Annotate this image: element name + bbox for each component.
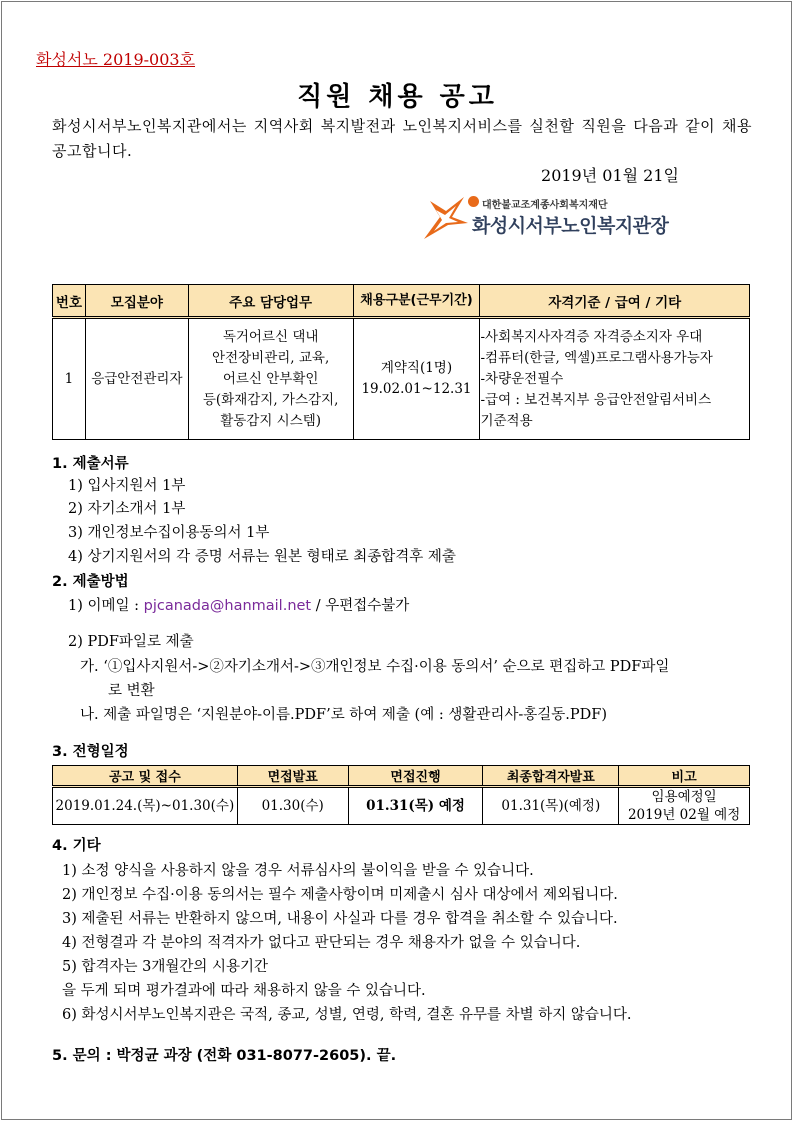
intro-paragraph: 화성시서부노인복지관에서는 지역사회 복지발전과 노인복지서비스를 실천할 직원을 다음과 같이 채용 공고합니다. xyxy=(52,117,752,160)
section-heading-other: 4. 기타 xyxy=(52,838,101,854)
header-field: 모집분야 xyxy=(85,285,188,318)
announcement-date: 2019년 01월 21일 xyxy=(541,166,679,185)
list-item: 을 두게 되며 평가결과에 따라 채용하지 않을 수 있습니다. xyxy=(62,983,426,999)
list-item: 1) 소정 양식을 사용하지 않을 경우 서류심사의 불이익을 받을 수 있습니다. xyxy=(62,863,534,879)
schedule-interview: 01.31(목) 예정 xyxy=(348,787,483,825)
schedule-table-header xyxy=(53,766,750,787)
table-row xyxy=(53,318,750,440)
list-item: 6) 화성시서부노인복지관은 국적, 종교, 성별, 연령, 학력, 결혼 유무를 차별 하지 않습니다. xyxy=(62,1007,632,1023)
recruitment-table-header xyxy=(53,285,750,318)
list-item: 가. ‘①입사지원서->②자기소개서->③개인정보 수집·이용 동의서’ 순으로 편집하고 PDF파일 xyxy=(80,659,670,675)
list-item: 5) 합격자는 3개월간의 시용기간 xyxy=(62,959,269,975)
duty-line: 활동감지 시스템) xyxy=(220,412,322,429)
header-type: 채용구분(근무기간) xyxy=(353,285,480,318)
row-field: 응급안전관리자 xyxy=(85,318,188,440)
list-item: 4) 상기지원서의 각 증명 서류는 원본 형태로 최종합격후 제출 xyxy=(68,549,456,565)
section-heading-documents: 1. 제출서류 xyxy=(52,456,129,472)
document-number: 화성서노 2019-003호 xyxy=(36,50,196,69)
criteria-line: 기준적용 xyxy=(480,412,533,429)
duty-line: 독거어르신 댁내 xyxy=(222,328,319,345)
contact-line: 5. 문의 : 박정균 과장 (전화 031-8077-2605). 끝. xyxy=(52,1048,397,1064)
logo-org-name: 화성시서부노인복지관장 xyxy=(472,215,669,237)
sunburst-logo-icon xyxy=(420,193,470,243)
list-item: 2) 자기소개서 1부 xyxy=(68,501,186,517)
recruitment-table xyxy=(52,284,750,440)
section-heading-method: 2. 제출방법 xyxy=(52,574,129,590)
list-item: 3) 제출된 서류는 반환하지 않으며, 내용이 사실과 다를 경우 합격을 취소할 수 있습니다. xyxy=(62,911,618,927)
list-item: 2) PDF파일로 제출 xyxy=(68,634,194,650)
header-criteria: 자격기준 / 급여 / 기타 xyxy=(480,285,750,318)
organization-logo xyxy=(420,193,690,243)
header-posting: 공고 및 접수 xyxy=(53,766,238,787)
header-interview-notice: 면접발표 xyxy=(237,766,348,787)
table-row xyxy=(53,787,750,825)
temple-mark-icon xyxy=(468,196,479,207)
header-duties: 주요 담당업무 xyxy=(188,285,353,318)
criteria-line: -컴퓨터(한글, 엑셀)프로그램사용가능자 xyxy=(480,349,713,366)
schedule-table xyxy=(52,765,750,825)
criteria-line: -사회복지사자격증 자격증소지자 우대 xyxy=(480,328,703,345)
row-duties xyxy=(188,318,353,440)
schedule-note xyxy=(619,787,750,825)
row-type xyxy=(353,318,480,440)
note-line: 2019년 02월 예정 xyxy=(627,807,741,823)
schedule-final-result: 01.31(목)(예정) xyxy=(483,787,619,825)
duty-line: 안전장비관리, 교육, xyxy=(212,349,330,366)
list-item: 4) 전형결과 각 분야의 적격자가 없다고 판단되는 경우 채용자가 없을 수 있습니다. xyxy=(62,935,581,951)
duty-line: 어르신 안부확인 xyxy=(222,370,319,387)
list-item: 3) 개인정보수집이용동의서 1부 xyxy=(68,525,270,541)
logo-parent-org: 대한불교조계종사회복지재단 xyxy=(482,200,608,211)
header-note: 비고 xyxy=(619,766,750,787)
header-interview: 면접진행 xyxy=(348,766,483,787)
header-final-result: 최종합격자발표 xyxy=(483,766,619,787)
row-no: 1 xyxy=(53,318,86,440)
email-suffix: / 우편접수불가 xyxy=(311,598,410,614)
email-line xyxy=(68,594,409,615)
row-criteria xyxy=(480,318,750,440)
note-line: 임용예정일 xyxy=(651,789,717,805)
section-heading-schedule: 3. 전형일정 xyxy=(52,744,129,760)
list-item: 로 변환 xyxy=(108,683,155,699)
employment-period: 19.02.01~12.31 xyxy=(361,381,472,397)
duty-line: 등(화재감지, 가스감지, xyxy=(202,391,339,408)
list-item: 2) 개인정보 수집·이용 동의서는 필수 제출사항이며 미제출시 심사 대상에서 제외됩니다. xyxy=(62,887,618,903)
schedule-posting: 2019.01.24.(목)~01.30(수) xyxy=(53,787,238,825)
list-item: 나. 제출 파일명은 ‘지원분야-이름.PDF’로 하여 제출 (예 : 생활관리사-홍길동.PDF) xyxy=(80,707,607,723)
email-link[interactable]: pjcanada@hanmail.net xyxy=(143,598,312,614)
employment-type: 계약직(1명) xyxy=(380,360,453,376)
email-prefix: 1) 이메일 : xyxy=(68,598,144,614)
schedule-interview-notice: 01.30(수) xyxy=(237,787,348,825)
page-title: 직원 채용 공고 xyxy=(297,82,498,112)
list-item: 1) 입사지원서 1부 xyxy=(68,478,186,494)
header-no: 번호 xyxy=(53,285,86,318)
criteria-line: -급여 : 보건복지부 응급안전알림서비스 xyxy=(480,391,712,408)
criteria-line: -차량운전필수 xyxy=(480,370,564,387)
